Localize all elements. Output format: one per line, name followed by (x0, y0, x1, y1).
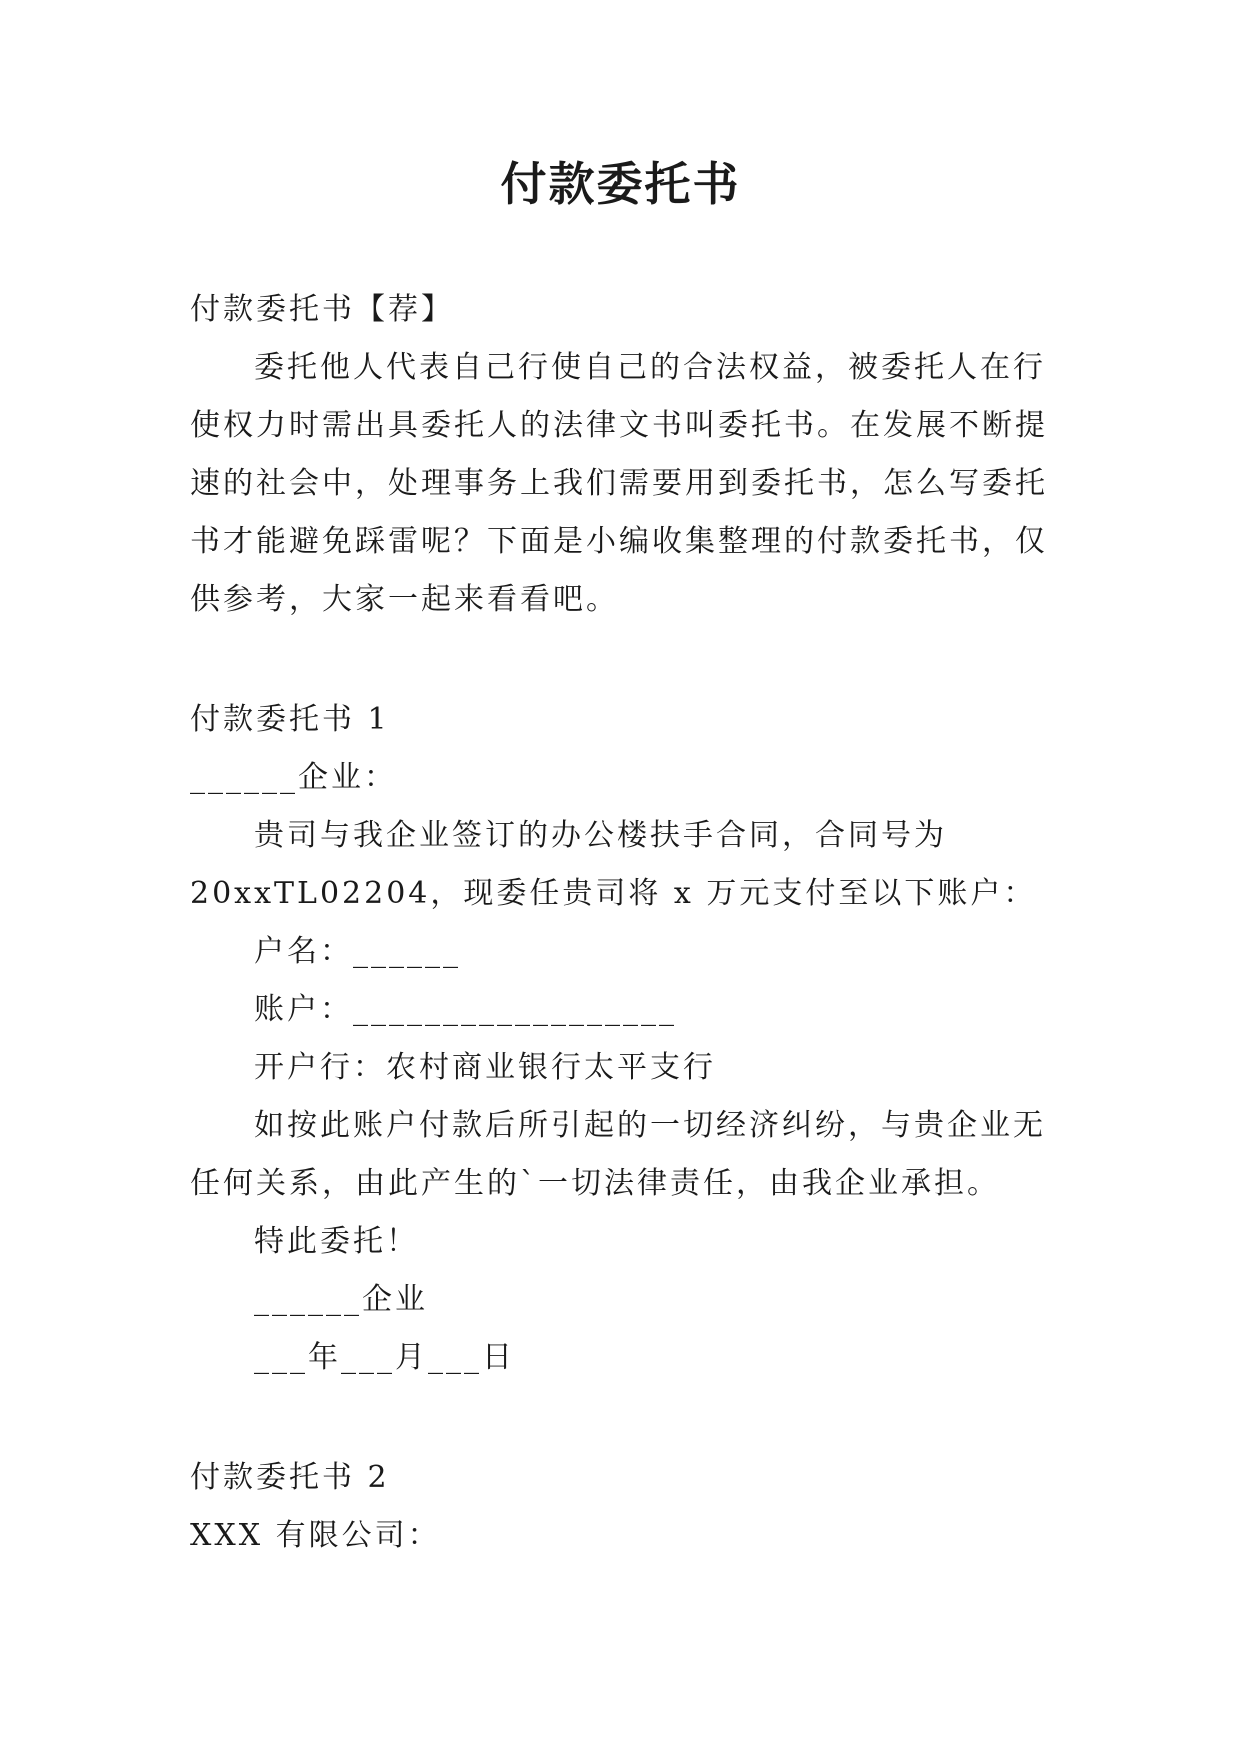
intro-line-3: 速的社会中，处理事务上我们需要用到委托书，怎么写委托 (190, 466, 1048, 501)
letter1-liability-line-1: 如按此账户付款后所引起的一切经济纠纷，与贵企业无 (254, 1108, 1046, 1143)
letter1-liability-line-2: 任何关系，由此产生的`一切法律责任，由我企业承担。 (190, 1166, 1000, 1201)
letter1-signature: ______企业 (254, 1282, 428, 1317)
letter2-addressee: XXX 有限公司： (190, 1518, 441, 1553)
letter1-bank: 开户行：农村商业银行太平支行 (254, 1050, 716, 1085)
letter1-date: ___年___月___日 (254, 1340, 515, 1375)
intro-line-4: 书才能避免踩雷呢？下面是小编收集整理的付款委托书，仅 (190, 524, 1048, 559)
letter1-addressee: ______企业： (190, 760, 397, 795)
intro-heading: 付款委托书【荐】 (190, 292, 454, 327)
letter1-closing: 特此委托！ (254, 1224, 419, 1259)
intro-line-2: 使权力时需出具委托人的法律文书叫委托书。在发展不断提 (190, 408, 1048, 443)
document-title: 付款委托书 (500, 157, 741, 211)
letter1-body-line-1: 贵司与我企业签订的办公楼扶手合同，合同号为 (254, 818, 947, 853)
letter1-account-number: 账户：__________________ (254, 992, 677, 1027)
letter2-heading: 付款委托书 2 (190, 1460, 390, 1495)
letter1-heading: 付款委托书 1 (190, 702, 390, 737)
letter1-body-line-2: 20xxTL02204，现委任贵司将 x 万元支付至以下账户： (190, 876, 1037, 911)
letter1-account-name: 户名：______ (254, 934, 461, 969)
intro-line-5: 供参考，大家一起来看看吧。 (190, 582, 619, 617)
intro-line-1: 委托他人代表自己行使自己的合法权益，被委托人在行 (254, 350, 1046, 385)
